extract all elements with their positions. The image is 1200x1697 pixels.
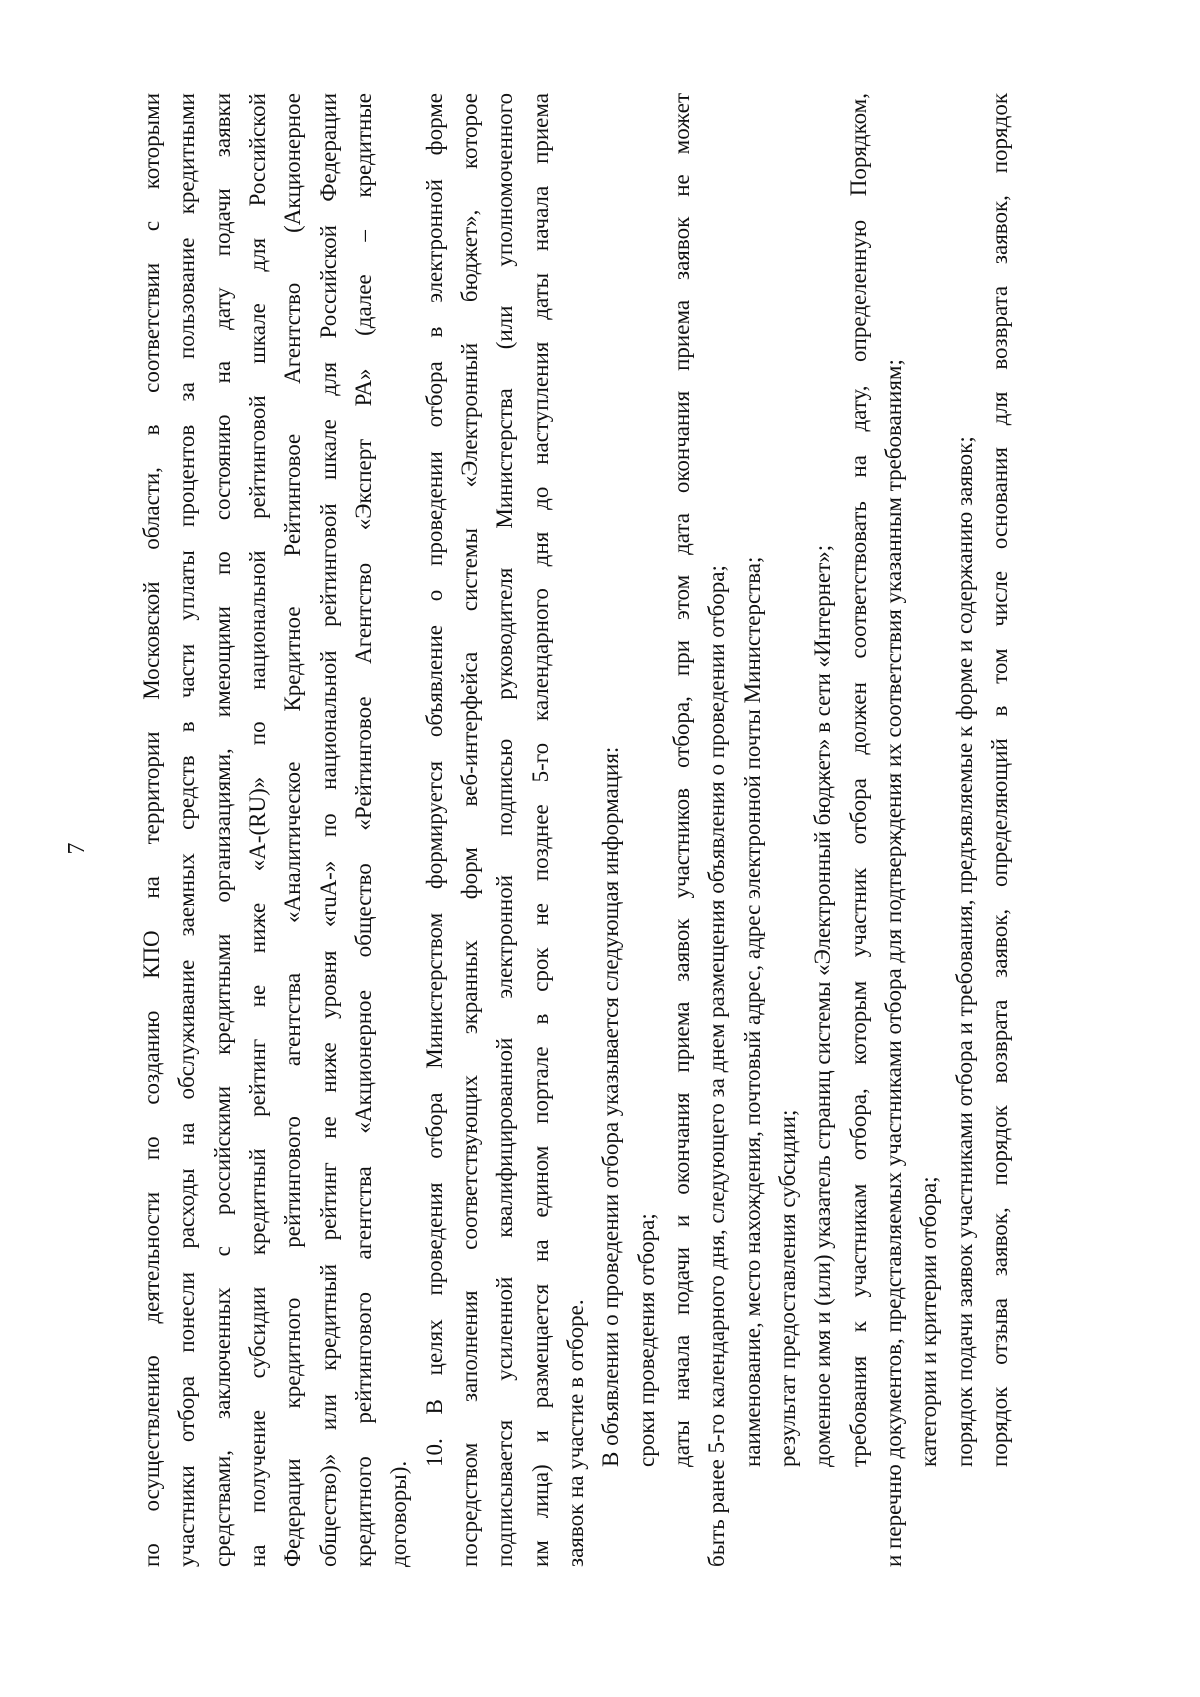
text-line: средствами, заключенных с российскими кредитными организациями, имеющими по состоянию на дату подачи заявки xyxy=(210,93,235,1567)
text-line: доменное имя и (или) указатель страниц системы «Электронный бюджет» в сети «Интернет»; xyxy=(810,544,835,1467)
text-line: договоры). xyxy=(386,1460,411,1567)
text-line: подписывается усиленной квалифицированной электронной подписью руководителя Министерства (или уполномоченного xyxy=(492,93,517,1567)
text-line: В объявлении о проведении отбора указывается следующая информация: xyxy=(598,746,623,1467)
text-line: Федерации кредитного рейтингового агентства «Аналитическое Кредитное Рейтинговое Агентство (Акционерное xyxy=(280,93,305,1567)
text-line: наименование, место нахождения, почтовый адрес, адрес электронной почты Министерства; xyxy=(740,556,765,1467)
text-line: участники отбора понесли расходы на обслуживание заемных средств в части уплаты процентов за пользование кредитными xyxy=(174,93,199,1567)
text-line: кредитного рейтингового агентства «Акционерное общество «Рейтинговое Агентство «Эксперт РА» (далее – кредитные xyxy=(351,93,376,1567)
text-line: даты начала подачи и окончания приема заявок участников отбора, при этом дата окончания приема заявок не может xyxy=(669,93,694,1467)
text-line: порядок подачи заявок участниками отбора и требования, предъявляемые к форме и содержанию заявок; xyxy=(952,436,977,1467)
text-line: по осуществлению деятельности по созданию КПО на территории Московской области, в соответствии с которыми xyxy=(139,93,164,1567)
text-line: порядок отзыва заявок, порядок возврата заявок, определяющий в том числе основания для возврата заявок, порядок xyxy=(987,93,1012,1467)
text-line: сроки проведения отбора; xyxy=(634,1213,659,1467)
page-number: 7 xyxy=(64,842,90,855)
text-line: результат предоставления субсидии; xyxy=(775,1109,800,1467)
text-line: посредством заполнения соответствующих экранных форм веб-интерфейса системы «Электронный бюджет», которое xyxy=(457,93,482,1567)
text-line: заявок на участие в отборе. xyxy=(563,1299,588,1567)
text-line: категории и критерии отбора; xyxy=(916,1176,941,1467)
text-line: быть ранее 5-го календарного дня, следующего за днем размещения объявления о проведении отбора; xyxy=(704,565,729,1567)
text-line: общество)» или кредитный рейтинг не ниже уровня «ruA-» по национальной рейтинговой шкале для Российской Федерации xyxy=(316,93,341,1567)
text-line: и перечню документов, представляемых участниками отбора для подтверждения их соответствия указанным требованиям; xyxy=(881,359,906,1567)
text-line: на получение субсидии кредитный рейтинг не ниже «A-(RU)» по национальной рейтинговой шкале для Российской xyxy=(245,93,270,1567)
text-line: им лица) и размещается на едином портале в срок не позднее 5-го календарного дня до наступления даты начала приема xyxy=(528,93,553,1567)
text-line: 10. В целях проведения отбора Министерством формируется объявление о проведении отбора в электронной форме xyxy=(422,93,447,1467)
text-line: требования к участникам отбора, которым участник отбора должен соответствовать на дату, определенную Порядком, xyxy=(846,93,871,1467)
